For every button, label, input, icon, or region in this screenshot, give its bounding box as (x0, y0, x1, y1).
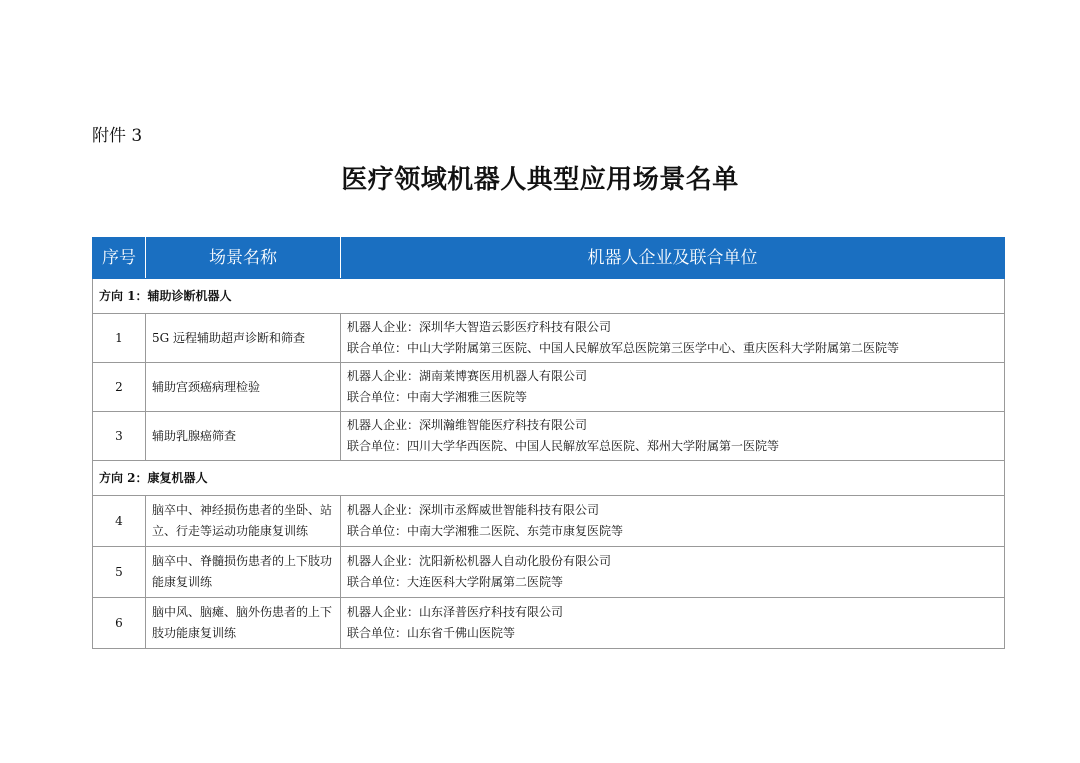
partners-text: 联合单位：山东省千佛山医院等 (347, 626, 516, 640)
scene-list-table (92, 237, 1005, 649)
row-number: 3 (93, 412, 146, 461)
header-no: 序号 (93, 238, 146, 279)
org-cell (341, 412, 1005, 461)
section-title: 方向 2：康复机器人 (93, 461, 1005, 496)
org-cell (341, 547, 1005, 598)
scene-name-text: 辅助宫颈癌病理检验 (152, 379, 261, 394)
scene-name (146, 547, 341, 598)
partners-text: 联合单位：四川大学华西医院、中国人民解放军总医院、郑州大学附属第一医院等 (347, 439, 780, 453)
scene-name (146, 314, 341, 363)
enterprise-text: 机器人企业：深圳瀚维智能医疗科技有限公司 (347, 418, 588, 432)
scene-name-text: 5G 远程辅助超声诊断和筛查 (152, 330, 306, 345)
enterprise-text: 机器人企业：深圳市丞辉威世智能科技有限公司 (347, 503, 600, 517)
org-cell (341, 598, 1005, 649)
table-row (93, 412, 1005, 461)
row-number: 2 (93, 363, 146, 412)
table-row (93, 547, 1005, 598)
partners-text: 联合单位：中南大学湘雅三医院等 (347, 390, 528, 404)
enterprise-text: 机器人企业：山东泽普医疗科技有限公司 (347, 605, 564, 619)
scene-name (146, 496, 341, 547)
header-scene-name: 场景名称 (146, 238, 341, 279)
row-number: 4 (93, 496, 146, 547)
table-row (93, 314, 1005, 363)
scene-name (146, 598, 341, 649)
table-header-row (93, 238, 1005, 279)
scene-name-text: 脑中风、脑瘫、脑外伤患者的上下肢功能康复训练 (152, 605, 333, 640)
attachment-label: 附件 3 (92, 126, 143, 146)
header-enterprise-partners: 机器人企业及联合单位 (341, 238, 1005, 279)
table-row (93, 598, 1005, 649)
enterprise-text: 机器人企业：湖南莱博赛医用机器人有限公司 (347, 369, 588, 383)
scene-name-text: 脑卒中、神经损伤患者的坐卧、站立、行走等运动功能康复训练 (152, 503, 333, 538)
scene-name (146, 363, 341, 412)
row-number: 6 (93, 598, 146, 649)
scene-name-text: 脑卒中、脊髓损伤患者的上下肢功能康复训练 (152, 554, 333, 589)
row-number: 1 (93, 314, 146, 363)
enterprise-text: 机器人企业：沈阳新松机器人自动化股份有限公司 (347, 554, 612, 568)
scene-name-text: 辅助乳腺癌筛查 (152, 428, 237, 443)
org-cell (341, 314, 1005, 363)
table-row (93, 363, 1005, 412)
table-row (93, 496, 1005, 547)
section-row (93, 461, 1005, 496)
partners-text: 联合单位：中南大学湘雅二医院、东莞市康复医院等 (347, 524, 624, 538)
partners-text: 联合单位：大连医科大学附属第二医院等 (347, 575, 564, 589)
section-row (93, 279, 1005, 314)
scene-name (146, 412, 341, 461)
org-cell (341, 363, 1005, 412)
row-number: 5 (93, 547, 146, 598)
partners-text: 联合单位：中山大学附属第三医院、中国人民解放军总医院第三医学中心、重庆医科大学附属第二医院等 (347, 341, 900, 355)
enterprise-text: 机器人企业：深圳华大智造云影医疗科技有限公司 (347, 320, 612, 334)
section-title: 方向 1：辅助诊断机器人 (93, 279, 1005, 314)
org-cell (341, 496, 1005, 547)
document-title: 医疗领域机器人典型应用场景名单 (341, 165, 739, 195)
